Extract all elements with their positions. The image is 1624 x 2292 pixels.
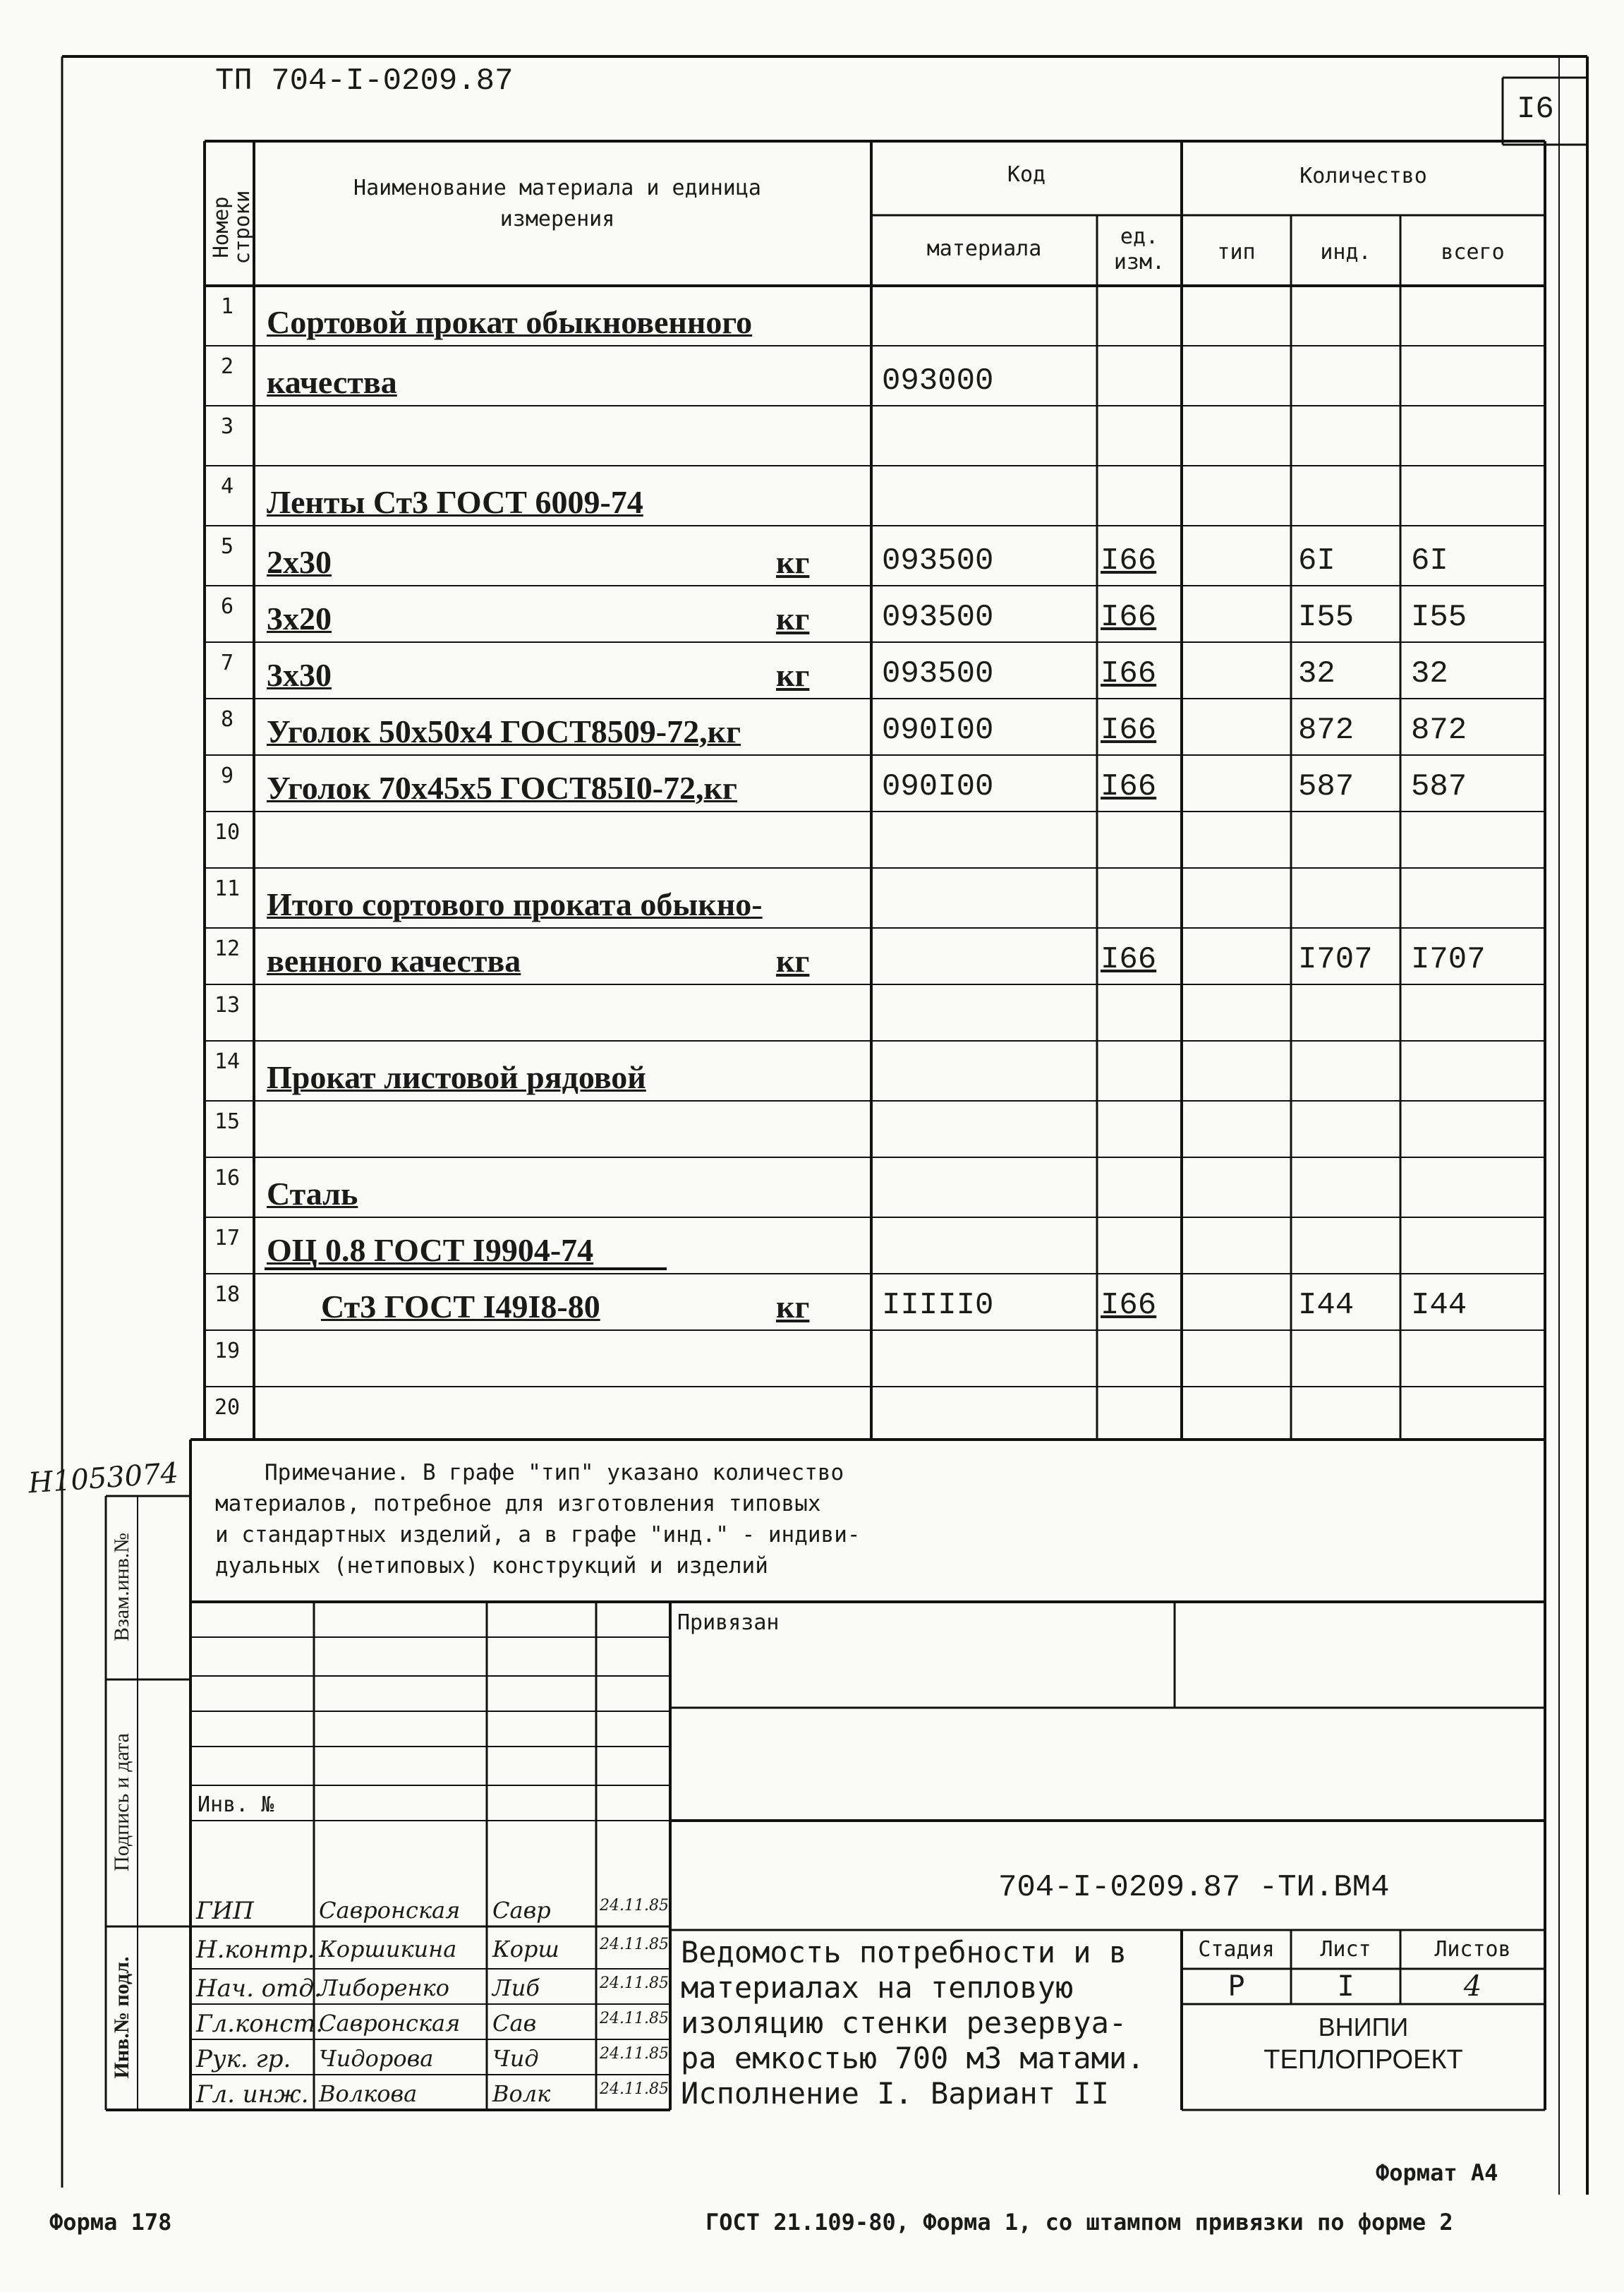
code-material-header: материала <box>926 236 1042 261</box>
sign-date: 24.11.85 <box>600 1897 669 1914</box>
material-code: 093500 <box>882 543 994 579</box>
vzam-inv-label: Взам.инв.№ <box>110 1532 133 1642</box>
signer-name: Чидорова <box>319 2045 434 2072</box>
material-name: Ленты Ст3 ГОСТ 6009-74 <box>267 484 643 520</box>
unit-label: кг <box>776 1289 810 1325</box>
privyazan-label: Привязан <box>677 1610 780 1635</box>
signer-role: Гл.конст. <box>196 2010 324 2038</box>
unit-code: I66 <box>1101 1288 1157 1323</box>
row-number: 3 <box>220 414 234 439</box>
title-line: ра емкостью 700 м3 матами. <box>681 2041 1145 2075</box>
row-number: 13 <box>214 993 241 1018</box>
format-label: Формат А4 <box>1376 2159 1498 2186</box>
note-line: материалов, потребное для изготовления типовых <box>215 1491 821 1516</box>
qty-total-header: всего <box>1441 240 1505 265</box>
material-name: 2х30 <box>267 544 332 580</box>
row-number: 15 <box>214 1109 241 1134</box>
qty-type-header: тип <box>1217 240 1256 265</box>
row-number: 8 <box>220 707 234 732</box>
unit-code: I66 <box>1101 543 1157 579</box>
row-number: 4 <box>220 474 234 499</box>
signature-date-label: Подпись и дата <box>110 1733 133 1871</box>
stamp-doc-code: 704-I-0209.87 -ТИ.ВМ4 <box>998 1870 1390 1905</box>
material-code: 093000 <box>882 363 994 399</box>
material-name: Прокат листовой рядовой <box>267 1059 646 1095</box>
sheets-value: 4 <box>1463 1970 1482 2003</box>
qty-total: 6I <box>1411 543 1448 579</box>
sign-date: 24.11.85 <box>600 2010 669 2027</box>
stage-value: Р <box>1228 1970 1245 2003</box>
material-name: Сталь <box>267 1176 358 1212</box>
row-number: 17 <box>214 1226 241 1250</box>
qty-total: I55 <box>1411 600 1467 635</box>
title-line: изоляцию стенки резервуа- <box>681 2006 1127 2040</box>
form-left-label: Форма 178 <box>49 2209 172 2236</box>
unit-code: I66 <box>1101 656 1157 692</box>
signer-name: Савронская <box>319 1897 461 1924</box>
code-header: Код <box>1007 162 1046 187</box>
signer-signature: Либ <box>492 1974 540 2001</box>
row-number: 12 <box>214 936 241 961</box>
sign-date: 24.11.85 <box>600 2080 669 2098</box>
title-line: Исполнение I. Вариант II <box>681 2076 1109 2111</box>
material-name: 3х30 <box>267 657 332 693</box>
signer-signature: Сав <box>492 2010 537 2037</box>
document-title <box>681 1935 1144 2111</box>
archive-stamp: Н1053074 <box>27 1456 180 1500</box>
row-number-header: Номер строки <box>209 190 254 265</box>
signer-name: Либоренко <box>319 1974 449 2001</box>
material-code: 093500 <box>882 656 994 692</box>
material-name: 3х20 <box>267 601 332 637</box>
material-name: Сортовой прокат обыкновенного <box>267 304 753 340</box>
title-line: материалах на тепловую <box>681 1970 1074 2005</box>
sign-date: 24.11.85 <box>600 1936 669 1953</box>
organization-line2: ТЕПЛОПРОЕКТ <box>1264 2045 1463 2075</box>
signer-role: Гл. инж. <box>196 2080 309 2109</box>
signer-signature: Корш <box>492 1936 559 1962</box>
qty-ind-header: инд. <box>1320 240 1371 265</box>
stage-label: Стадия <box>1198 1937 1275 1962</box>
quantity-header: Количество <box>1299 164 1427 188</box>
qty-total: 872 <box>1411 713 1467 748</box>
unit-code: I66 <box>1101 769 1157 804</box>
organization-line1: ВНИПИ <box>1318 2013 1409 2041</box>
document-code: ТП 704-I-0209.87 <box>215 64 514 99</box>
signer-role: ГИП <box>196 1897 254 1925</box>
row-number: 14 <box>214 1049 241 1074</box>
qty-total: I707 <box>1411 942 1486 977</box>
qty-ind: I44 <box>1298 1288 1355 1323</box>
unit-code: I66 <box>1101 713 1157 748</box>
signer-role: Рук. гр. <box>196 2045 291 2073</box>
sheet-label: Лист <box>1320 1937 1371 1962</box>
row-number: 20 <box>214 1395 241 1420</box>
material-name: качества <box>267 364 397 400</box>
row-number: 2 <box>220 354 234 379</box>
form-right-label: ГОСТ 21.109-80, Форма 1, со штампом привязки по форме 2 <box>705 2209 1453 2236</box>
signer-role: Нач. отд. <box>196 1974 322 2003</box>
signer-signature: Чид <box>492 2045 539 2072</box>
row-number: 16 <box>214 1166 241 1190</box>
qty-ind: I707 <box>1298 942 1373 977</box>
qty-ind: I55 <box>1298 600 1355 635</box>
qty-ind: 872 <box>1298 713 1355 748</box>
unit-code: I66 <box>1101 942 1157 977</box>
material-code: 093500 <box>882 600 994 635</box>
material-code: IIIII0 <box>882 1288 994 1323</box>
row-number: 9 <box>220 764 234 788</box>
material-name: венного качества <box>267 943 521 979</box>
inv-original-label: Инв.№ подл. <box>110 1956 133 2079</box>
signer-name: Савронская <box>319 2010 461 2037</box>
material-name: Уголок 70х45х5 ГОСТ85I0-72,кг <box>267 770 737 806</box>
qty-ind: 32 <box>1298 656 1335 692</box>
row-number: 10 <box>214 820 241 845</box>
row-number: 7 <box>220 651 234 675</box>
row-number: 6 <box>220 594 234 619</box>
signer-role: Н.контр. <box>196 1936 315 1964</box>
sign-date: 24.11.85 <box>600 1974 669 1992</box>
note-line: и стандартных изделий, а в графе "инд." - индиви- <box>215 1522 861 1548</box>
note-block <box>215 1457 861 1581</box>
row-number: 5 <box>220 534 234 559</box>
row-number: 1 <box>220 294 234 319</box>
material-name: ОЦ 0.8 ГОСТ I9904-74 <box>267 1232 594 1268</box>
sheet-value: I <box>1337 1970 1355 2003</box>
qty-ind: 6I <box>1298 543 1335 579</box>
title-line: Ведомость потребности и в <box>681 1935 1127 1970</box>
material-name-header: Наименование материала и единица измерения <box>353 176 761 231</box>
signer-name: Волкова <box>319 2080 418 2107</box>
row-number: 11 <box>214 876 241 901</box>
unit-code: I66 <box>1101 600 1157 635</box>
material-name: Ст3 ГОСТ I49I8-80 <box>321 1289 600 1325</box>
qty-total: 587 <box>1411 769 1467 804</box>
row-number: 18 <box>214 1282 241 1307</box>
qty-total: I44 <box>1411 1288 1467 1323</box>
material-name: Итого сортового проката обыкно- <box>267 886 763 922</box>
unit-label: кг <box>776 657 810 693</box>
sign-date: 24.11.85 <box>600 2045 669 2063</box>
inv-no-label: Инв. № <box>198 1792 274 1817</box>
signer-name: Коршикина <box>319 1936 457 1962</box>
signer-signature: Волк <box>492 2080 551 2107</box>
signer-signature: Савр <box>492 1897 551 1924</box>
unit-label: кг <box>776 601 810 637</box>
unit-label: кг <box>776 544 810 580</box>
material-name: Уголок 50х50х4 ГОСТ8509-72,кг <box>267 713 741 749</box>
material-code: 090I00 <box>882 713 994 748</box>
unit-label: кг <box>776 943 810 979</box>
code-unit-header: ед. изм. <box>1113 224 1165 275</box>
row-number: 19 <box>214 1339 241 1363</box>
note-line: Примечание. В графе "тип" указано количество <box>265 1460 844 1485</box>
sheets-label: Листов <box>1434 1937 1511 1962</box>
material-code: 090I00 <box>882 769 994 804</box>
qty-ind: 587 <box>1298 769 1355 804</box>
qty-total: 32 <box>1411 656 1448 692</box>
sheet-number: I6 <box>1517 92 1554 127</box>
note-line: дуальных (нетиповых) конструкций и изделий <box>215 1553 768 1579</box>
